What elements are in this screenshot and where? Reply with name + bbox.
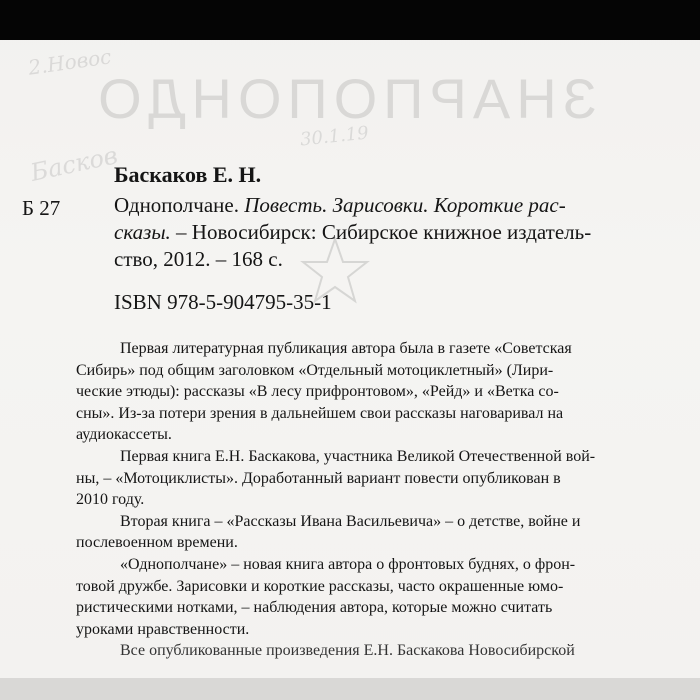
annotation-line: товой дружбе. Зарисовки и короткие рассказы, часто окрашенные юмо- — [76, 577, 564, 595]
annotation-line: Первая книга Е.Н. Баскакова, участника Великой Отечественной вой- — [120, 447, 596, 465]
annotation-line: ческие этюды): рассказы «В лесу прифронтовом», «Рейд» и «Ветка со- — [76, 383, 559, 401]
annotation-line: ны, – «Мотоциклисты». Доработанный вариант повести опубликован в — [76, 469, 561, 487]
annotation-line: аудиокассеты. — [76, 426, 172, 444]
library-code: Б 27 — [22, 196, 61, 220]
annotation-line: послевоенном времени. — [76, 534, 238, 552]
annotation-line: ристическими нотками, – наблюдения автора, которые можно считать — [76, 599, 553, 617]
annotation-line: уроками нравственности. — [76, 620, 250, 638]
annotation-line: Сибирь» под общим заголовком «Отдельный мотоциклетный» (Лири- — [76, 361, 554, 379]
annotation-line: 2010 году. — [76, 491, 145, 509]
entry-line: сказы. – Новосибирск: Сибирское книжное издатель- — [114, 220, 592, 244]
annotation-text — [76, 338, 676, 640]
isbn: ISBN 978-5-904795-35-1 — [114, 290, 332, 314]
show-through-title: ЗНАРПОПОНДО — [92, 67, 597, 130]
entry-line: ство, 2012. – 168 с. — [114, 247, 283, 271]
page-bottom-edge — [0, 678, 700, 700]
cut-off-line: Все опубликованные произведения Е.Н. Баскакова Новосибирской — [120, 642, 575, 659]
annotation-line: сны». Из-за потери зрения в дальнейшем свои рассказы наговаривал на — [76, 404, 564, 422]
show-through-handwriting-3: Басков — [28, 141, 121, 187]
show-through-handwriting-1: 2.Новос — [26, 44, 113, 80]
author-heading: Баскаков Е. Н. — [114, 162, 262, 187]
entry-line: Однополчане. Повесть. Зарисовки. Короткие рас- — [114, 193, 566, 217]
annotation-line: Вторая книга – «Рассказы Ивана Васильевича» – о детстве, войне и — [120, 512, 581, 530]
annotation-line: Первая литературная публикация автора была в газете «Советская — [120, 340, 572, 357]
show-through-handwriting-2: 30.1.19 — [299, 122, 370, 151]
annotation-line: «Однополчане» – новая книга автора о фронтовых буднях, о фрон- — [120, 555, 576, 573]
dark-top-edge — [0, 0, 700, 40]
bibliographic-entry — [114, 192, 674, 273]
